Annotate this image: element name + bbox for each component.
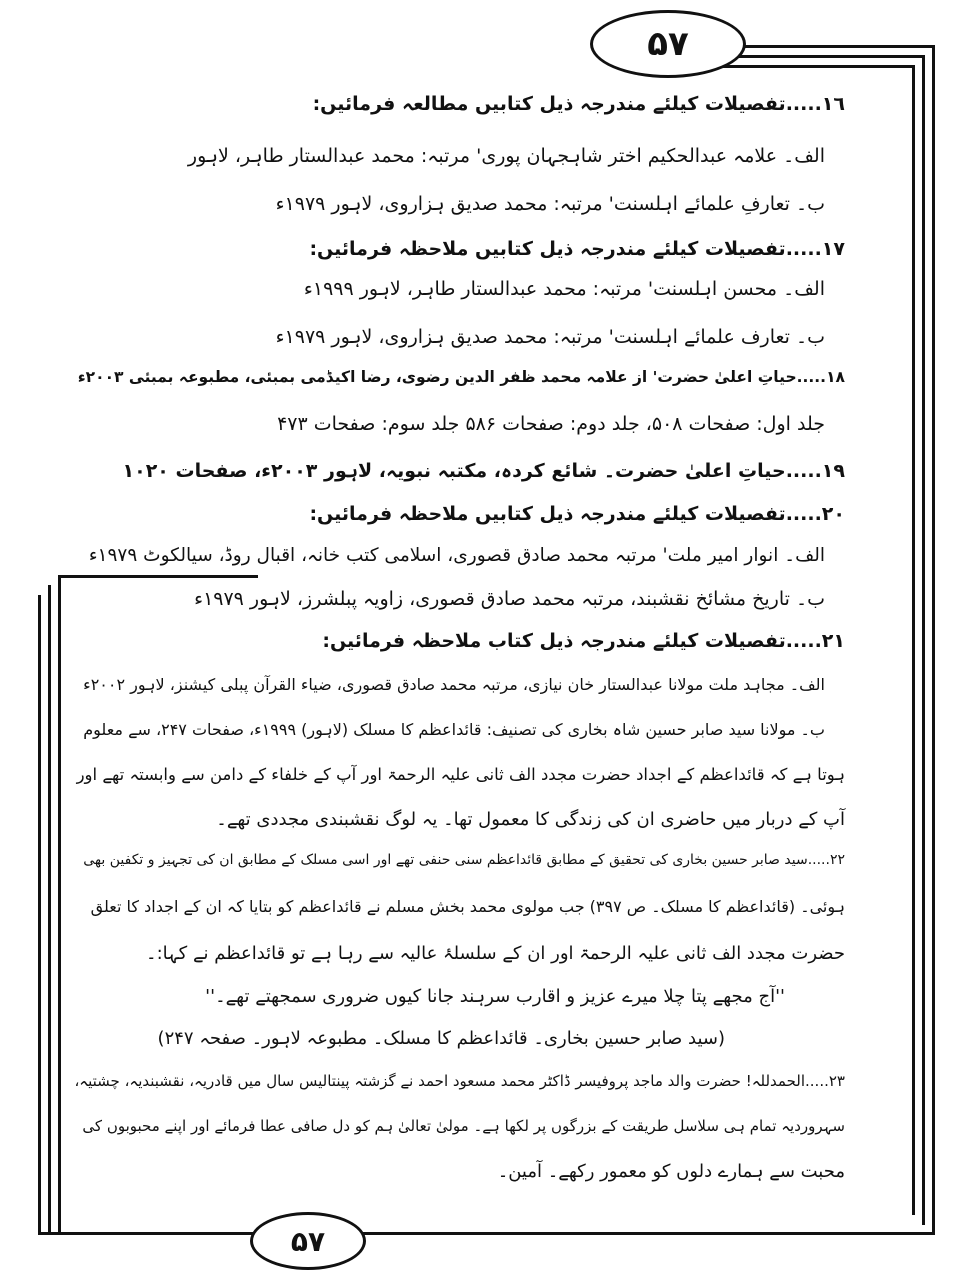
footnote-17-item-b: ب۔ تعارف علمائے اہلسنت' مرتبہ: محمد صدیق ہزاروی، لاہور ۱۹۷۹ء <box>275 326 825 348</box>
footnote-20-item-a: الف۔ انوار امیر ملت' مرتبہ محمد صادق قصوری، اسلامی کتب خانہ، اقبال روڈ، سیالکوٹ ۱۹۷۹ء <box>88 545 825 566</box>
footnote-22-line1: ٢٢.....سید صابر حسین بخاری کی تحقیق کے مطابق قائداعظم سنی حنفی تھے اور اسی مسلک کے مطابق ان کی تجہیز و تکفین بھی <box>83 852 845 868</box>
frame-border-left-vertical-3 <box>38 595 41 1235</box>
footnote-22-quote: ''آج مجھے پتا چلا میرے عزیز و اقارب سرہند جانا کیوں ضروری سمجھتے تھے۔'' <box>205 986 785 1007</box>
footnote-21-heading: ٢١.....تفصیلات کیلئے مندرجہ ذیل کتاب ملاحظہ فرمائیں: <box>322 630 845 652</box>
footnote-21-item-b-line2: ہوتا ہے کہ قائداعظم کے اجداد حضرت مجدد الف ثانی علیہ الرحمۃ اور آپ کے خلفاء کے دامن سے وابستہ تھے اور <box>76 765 845 784</box>
header-page-number-text: ۵۷ <box>647 24 689 64</box>
footer-page-number-text: ۵۷ <box>290 1224 326 1258</box>
footnote-21-item-b-line1: ب۔ مولانا سید صابر حسین شاہ بخاری کی تصنیف: قائداعظم کا مسلک (لاہور) ۱۹۹۹ء، صفحات ۲۴۷، سے معلوم <box>83 720 825 739</box>
footnotes-content <box>70 90 845 1210</box>
footnote-20-heading: ٢٠.....تفصیلات کیلئے مندرجہ ذیل کتابیں ملاحظہ فرمائیں: <box>309 503 845 525</box>
footnote-21-item-b-line3: آپ کے دربار میں حاضری ان کی زندگی کا معمول تھا۔ یہ لوگ نقشبندی مجددی تھے۔ <box>216 809 845 830</box>
footnote-18-heading: ١٨.....حیاتِ اعلیٰ حضرت' از علامہ محمد ظفر الدین رضوی، رضا اکیڈمی بمبئی، مطبوعہ بمبئی ۲۰۰۳ء <box>77 368 845 386</box>
footnote-23-line1: ٢٣.....الحمدللہ! حضرت والد ماجد پروفیسر ڈاکٹر محمد مسعود احمد نے گزشتہ پینتالیس سال میں قادریہ، نقشبندیہ، چشتیہ، <box>74 1072 845 1090</box>
footnote-22-line3: حضرت مجدد الف ثانی علیہ الرحمۃ اور ان کے سلسلۂ عالیہ سے رہا ہے تو قائداعظم نے کہا:۔ <box>146 943 845 964</box>
footnote-17-heading: ١٧.....تفصیلات کیلئے مندرجہ ذیل کتابیں ملاحظہ فرمائیں: <box>309 238 845 260</box>
footnote-19: ١٩.....حیاتِ اعلیٰ حضرت۔ شائع کردہ، مکتبہ نبویہ، لاہور ۲۰۰۳ء، صفحات ۱۰۲۰ <box>122 460 845 482</box>
frame-border-left-vertical-2 <box>48 585 51 1235</box>
footer-page-number <box>250 1212 366 1270</box>
frame-border-left-vertical <box>58 575 61 1235</box>
footnote-18-pages: جلد اول: صفحات ۵۰۸، جلد دوم: صفحات ۵۸۶ جلد سوم: صفحات ۴۷۳ <box>277 413 825 435</box>
footnote-23-line2: سہروردیہ تمام ہی سلاسل طریقت کے بزرگوں پر لکھا ہے۔ مولیٰ تعالیٰ ہم کو دل صافی عطا فرمائے اور اپنے محبوبوں کی <box>82 1117 845 1135</box>
header-page-number <box>590 10 746 78</box>
footnote-20-item-b: ب۔ تاریخ مشائخ نقشبند، مرتبہ محمد صادق قصوری، زاویہ پبلشرز، لاہور ۱۹۷۹ء <box>194 588 825 610</box>
footnote-16-heading: ١٦.....تفصیلات کیلئے مندرجہ ذیل کتابیں مطالعہ فرمائیں: <box>312 93 845 115</box>
footnote-17-item-a: الف۔ محسن اہلسنت' مرتبہ: محمد عبدالستار طاہر، لاہور ۱۹۹۹ء <box>303 278 825 300</box>
footnote-16-item-a: الف۔ علامہ عبدالحکیم اختر شاہجہان پوری' مرتبہ: محمد عبدالستار طاہر، لاہور <box>187 145 825 167</box>
footnote-23-line3: محبت سے ہمارے دلوں کو معمور رکھے۔ آمین۔ <box>497 1161 845 1182</box>
footnote-22-citation: (سید صابر حسین بخاری۔ قائداعظم کا مسلک۔ مطبوعہ لاہور۔ صفحہ ۲۴۷) <box>157 1028 725 1049</box>
footnote-16-item-b: ب۔ تعارفِ علمائے اہلسنت' مرتبہ: محمد صدیق ہزاروی، لاہور ۱۹۷۹ء <box>275 193 825 215</box>
frame-border-bottom <box>38 1232 935 1235</box>
footnote-21-item-a: الف۔ مجاہد ملت مولانا عبدالستار خان نیازی، مرتبہ محمد صادق قصوری، ضیاء القرآن پبلی کیشنز، لاہور ۲۰۰۲ء <box>83 675 825 694</box>
footnote-22-line2: ہوئی۔ (قائداعظم کا مسلک۔ ص ۳۹۷) جب مولوی محمد بخش مسلم نے قائداعظم کو بتایا کہ ان کے اجداد کا تعلق <box>90 897 845 916</box>
